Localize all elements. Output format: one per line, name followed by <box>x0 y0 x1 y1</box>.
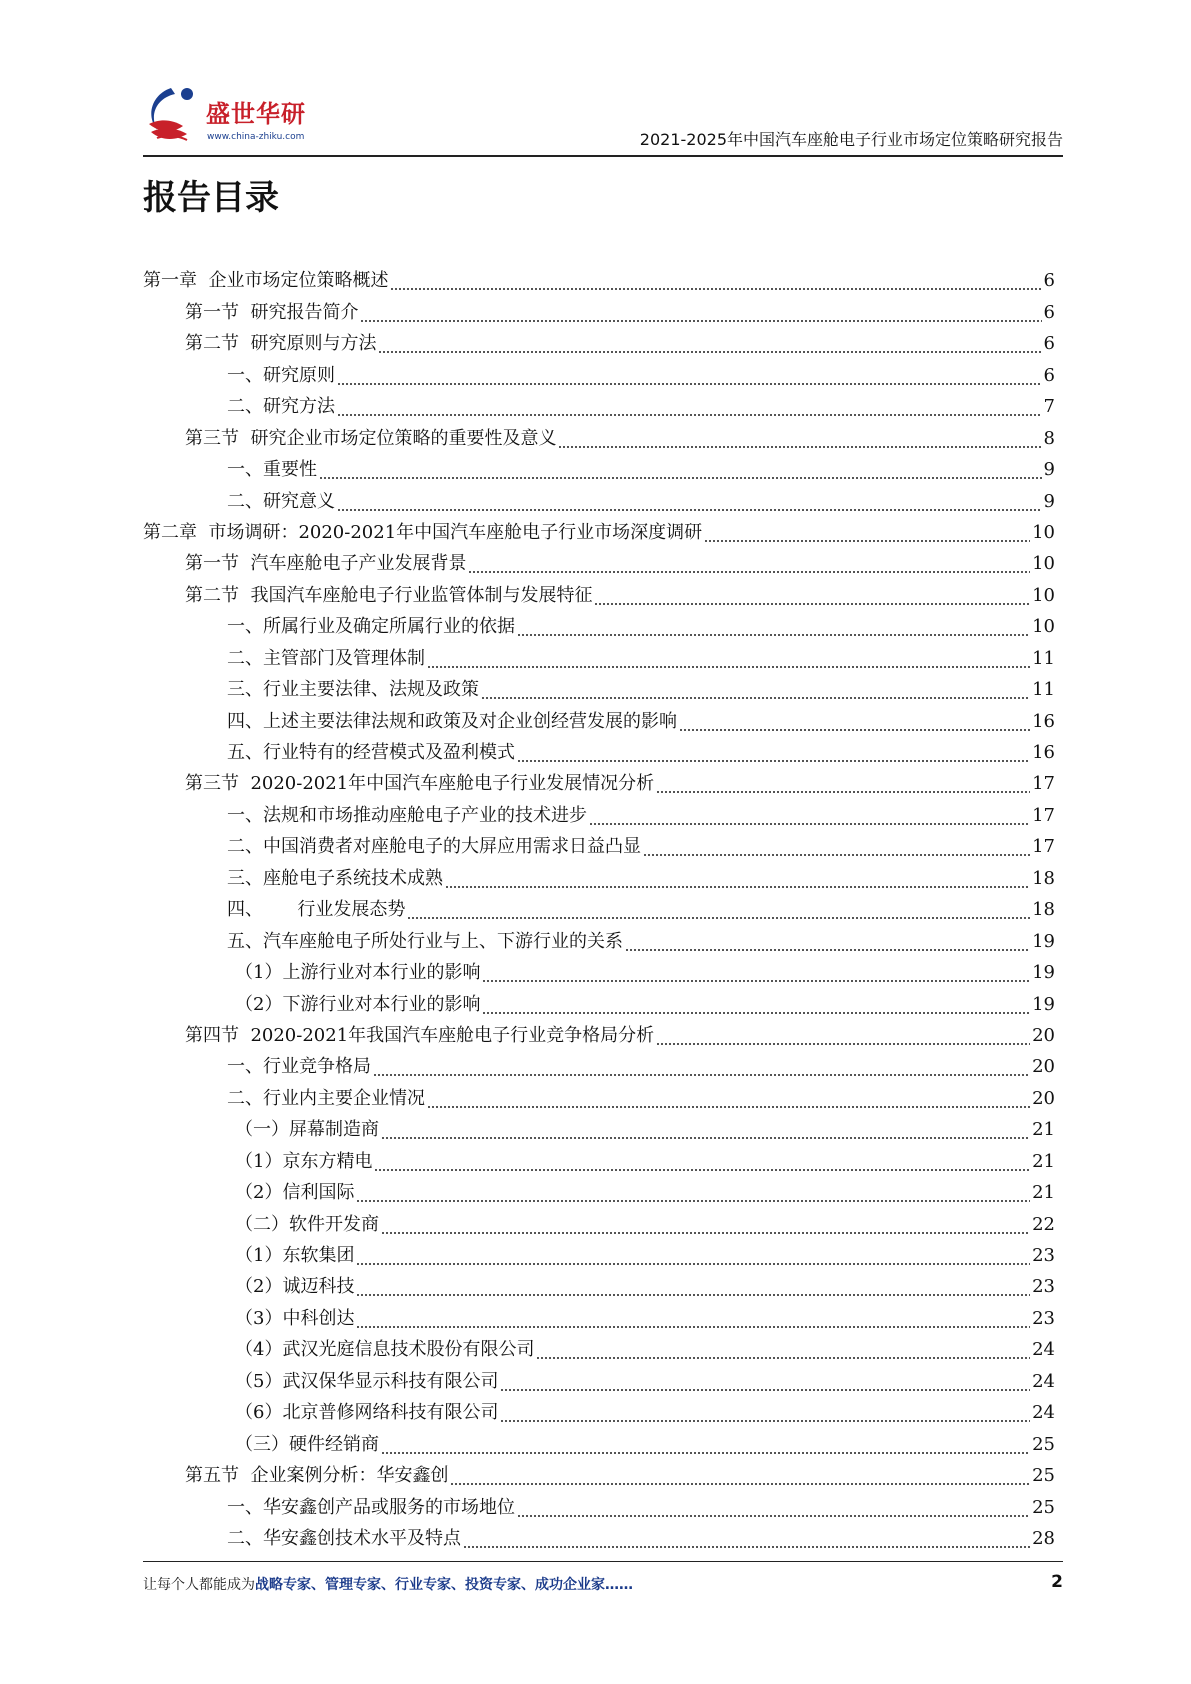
toc-entry-title: 第一章 企业市场定位策略概述 <box>143 270 389 292</box>
toc-dot-leader <box>500 1370 1030 1394</box>
toc-dot-leader <box>381 1433 1030 1457</box>
page-number: 2 <box>1051 1572 1063 1592</box>
toc-entry[interactable] <box>143 1237 1055 1268</box>
toc-dot-leader <box>589 804 1030 828</box>
toc-dot-leader <box>356 1181 1030 1205</box>
toc-entry-page: 9 <box>1043 459 1055 481</box>
toc-dot-leader <box>468 552 1030 576</box>
toc-entry-page: 24 <box>1032 1339 1055 1361</box>
toc-dot-leader <box>679 710 1030 734</box>
logo-url: www.china-zhiku.com <box>207 132 305 142</box>
toc-dot-leader <box>463 1527 1030 1551</box>
toc-entry-title: 第五节 企业案例分析：华安鑫创 <box>185 1465 449 1487</box>
toc-entry-page: 10 <box>1032 616 1055 638</box>
toc-entry-title: 四、 行业发展态势 <box>227 899 406 921</box>
report-title: 2021-2025年中国汽车座舱电子行业市场定位策略研究报告 <box>639 130 1063 149</box>
toc-entry-title: 第三节 2020-2021年中国汽车座舱电子行业发展情况分析 <box>185 773 655 795</box>
toc-dot-leader <box>319 458 1042 482</box>
toc-dot-leader <box>481 678 1030 702</box>
toc-entry[interactable] <box>143 954 1055 985</box>
toc-entry-title: （3）中科创达 <box>235 1307 355 1329</box>
toc-dot-leader <box>378 332 1041 356</box>
toc-dot-leader <box>407 898 1030 922</box>
toc-entry-page: 10 <box>1032 521 1055 543</box>
toc-dot-leader <box>356 1275 1030 1299</box>
toc-entry-title: 第二节 研究原则与方法 <box>185 333 377 355</box>
toc-entry-page: 17 <box>1032 773 1055 795</box>
toc-entry-title: 二、行业内主要企业情况 <box>227 1087 425 1109</box>
toc-dot-leader <box>337 395 1042 419</box>
toc-entry[interactable] <box>143 1268 1055 1299</box>
toc-dot-leader <box>558 427 1041 451</box>
toc-entry-page: 21 <box>1032 1150 1055 1172</box>
toc-entry-title: 一、法规和市场推动座舱电子产业的技术进步 <box>227 804 587 826</box>
toc-entry[interactable] <box>143 1079 1055 1110</box>
toc-entry-page: 11 <box>1032 647 1055 669</box>
toc-entry[interactable] <box>143 1362 1055 1393</box>
toc-entry[interactable] <box>143 545 1055 576</box>
toc-entry[interactable] <box>143 1017 1055 1048</box>
toc-entry[interactable] <box>143 1205 1055 1236</box>
toc-entry-title: 二、研究方法 <box>227 396 335 418</box>
toc-entry-title: 三、座舱电子系统技术成熟 <box>227 867 443 889</box>
toc-entry-title: 二、研究意义 <box>227 490 335 512</box>
toc-entry[interactable] <box>143 702 1055 733</box>
toc-entry-title: （2）诚迈科技 <box>235 1276 355 1298</box>
toc-dot-leader <box>594 584 1030 608</box>
table-of-contents <box>143 262 1055 1551</box>
toc-dot-leader <box>381 1213 1030 1237</box>
toc-entry-page: 9 <box>1043 490 1055 512</box>
toc-dot-leader <box>427 1087 1030 1111</box>
header-divider <box>143 155 1063 157</box>
toc-dot-leader <box>482 961 1030 985</box>
toc-entry[interactable] <box>143 1425 1055 1456</box>
toc-entry[interactable] <box>143 639 1055 670</box>
toc-entry-page: 17 <box>1032 804 1055 826</box>
toc-entry-page: 19 <box>1032 993 1055 1015</box>
toc-dot-leader <box>390 269 1041 293</box>
toc-entry-title: 四、上述主要法律法规和政策及对企业创经营发展的影响 <box>227 710 677 732</box>
toc-entry-title: 第二节 我国汽车座舱电子行业监管体制与发展特征 <box>185 584 593 606</box>
logo-text: 盛世华研 <box>206 100 306 128</box>
toc-entry-page: 10 <box>1032 584 1055 606</box>
toc-entry-title: 第一节 汽车座舱电子产业发展背景 <box>185 553 467 575</box>
toc-entry[interactable] <box>143 482 1055 513</box>
toc-entry-page: 24 <box>1032 1370 1055 1392</box>
toc-entry-title: 三、行业主要法律、法规及政策 <box>227 679 479 701</box>
toc-dot-leader <box>482 993 1030 1017</box>
toc-entry-page: 23 <box>1032 1245 1055 1266</box>
toc-entry[interactable] <box>143 1299 1055 1330</box>
toc-entry-page: 6 <box>1043 364 1055 386</box>
toc-entry[interactable] <box>143 356 1055 387</box>
toc-entry-page: 21 <box>1032 1119 1055 1141</box>
toc-entry-page: 16 <box>1032 742 1055 763</box>
toc-dot-leader <box>643 835 1030 859</box>
toc-entry-title: （1）上游行业对本行业的影响 <box>235 962 481 984</box>
toc-dot-leader <box>656 1024 1030 1048</box>
toc-entry-page: 25 <box>1032 1496 1055 1518</box>
toc-dot-leader <box>536 1338 1030 1362</box>
toc-entry-title: 五、汽车座舱电子所处行业与上、下游行业的关系 <box>227 930 623 952</box>
footer-slogan-emphasis: 战略专家、管理专家、行业专家、投资专家、成功企业家…… <box>255 1577 633 1593</box>
toc-entry-title: 一、所属行业及确定所属行业的依据 <box>227 616 515 638</box>
toc-entry-page: 20 <box>1032 1056 1055 1078</box>
toc-entry[interactable] <box>143 985 1055 1016</box>
toc-entry-title: （4）武汉光庭信息技术股份有限公司 <box>235 1339 535 1361</box>
toc-entry-page: 7 <box>1043 396 1055 418</box>
toc-entry-title: 二、华安鑫创技术水平及特点 <box>227 1527 461 1549</box>
toc-entry-title: （2）信利国际 <box>235 1182 355 1204</box>
footer-slogan <box>143 1574 633 1594</box>
toc-dot-leader <box>374 1150 1030 1174</box>
toc-dot-leader <box>337 490 1042 514</box>
toc-entry-title: 一、研究原则 <box>227 364 335 386</box>
toc-entry-title: （三）硬件经销商 <box>235 1433 379 1455</box>
toc-entry-page: 20 <box>1032 1087 1055 1109</box>
toc-entry-title: 第一节 研究报告简介 <box>185 301 359 323</box>
toc-dot-leader <box>360 301 1041 325</box>
toc-entry-page: 6 <box>1043 270 1055 292</box>
toc-dot-leader <box>656 772 1030 796</box>
toc-entry-page: 17 <box>1032 836 1055 858</box>
toc-entry[interactable] <box>143 1331 1055 1362</box>
toc-entry-page: 10 <box>1032 553 1055 575</box>
toc-entry-title: 一、重要性 <box>227 459 317 481</box>
toc-entry[interactable] <box>143 262 1055 293</box>
toc-entry-page: 20 <box>1032 1024 1055 1046</box>
toc-entry-title: （1）东软集团 <box>235 1245 355 1266</box>
toc-entry[interactable] <box>143 451 1055 482</box>
toc-dot-leader <box>427 647 1030 671</box>
toc-dot-leader <box>445 867 1030 891</box>
toc-dot-leader <box>381 1118 1030 1142</box>
toc-entry-page: 21 <box>1032 1182 1055 1204</box>
toc-entry[interactable] <box>143 325 1055 356</box>
toc-entry-title: 第二章 市场调研：2020-2021年中国汽车座舱电子行业市场深度调研 <box>143 521 703 543</box>
toc-entry[interactable] <box>143 891 1055 922</box>
toc-entry-page: 8 <box>1043 427 1055 449</box>
toc-dot-leader <box>356 1307 1030 1331</box>
toc-entry[interactable] <box>143 1142 1055 1173</box>
toc-dot-leader <box>500 1401 1030 1425</box>
toc-dot-leader <box>337 364 1042 388</box>
page-title: 报告目录 <box>143 178 279 218</box>
toc-dot-leader <box>704 521 1030 545</box>
toc-dot-leader <box>517 741 1030 765</box>
toc-entry[interactable] <box>143 1520 1055 1551</box>
toc-dot-leader <box>373 1055 1030 1079</box>
toc-entry[interactable] <box>143 576 1055 607</box>
toc-entry[interactable] <box>143 293 1055 324</box>
toc-entry-title: （1）京东方精电 <box>235 1150 373 1172</box>
toc-entry[interactable] <box>143 796 1055 827</box>
toc-entry[interactable] <box>143 608 1055 639</box>
footer-slogan-prefix: 让每个人都能成为 <box>143 1577 255 1593</box>
toc-entry[interactable] <box>143 1457 1055 1488</box>
toc-entry[interactable] <box>143 765 1055 796</box>
toc-entry[interactable] <box>143 514 1055 545</box>
toc-entry-page: 6 <box>1043 333 1055 355</box>
toc-entry-page: 18 <box>1032 867 1055 889</box>
toc-entry[interactable] <box>143 828 1055 859</box>
toc-entry-title: （5）武汉保华显示科技有限公司 <box>235 1370 499 1392</box>
toc-dot-leader <box>517 615 1030 639</box>
toc-entry[interactable] <box>143 734 1055 765</box>
toc-entry-title: 第四节 2020-2021年我国汽车座舱电子行业竞争格局分析 <box>185 1024 655 1046</box>
toc-entry-title: 一、华安鑫创产品或服务的市场地位 <box>227 1496 515 1518</box>
toc-entry[interactable] <box>143 1111 1055 1142</box>
toc-entry-title: 第三节 研究企业市场定位策略的重要性及意义 <box>185 427 557 449</box>
toc-dot-leader <box>450 1464 1030 1488</box>
toc-entry-title: 二、主管部门及管理体制 <box>227 647 425 669</box>
toc-entry-title: （2）下游行业对本行业的影响 <box>235 993 481 1015</box>
toc-entry-title: 五、行业特有的经营模式及盈利模式 <box>227 742 515 763</box>
toc-entry-page: 16 <box>1032 710 1055 732</box>
toc-entry-page: 22 <box>1032 1213 1055 1235</box>
toc-entry-title: 二、中国消费者对座舱电子的大屏应用需求日益凸显 <box>227 836 641 858</box>
toc-entry[interactable] <box>143 1174 1055 1205</box>
toc-dot-leader <box>625 930 1030 954</box>
toc-entry[interactable] <box>143 922 1055 953</box>
toc-entry-page: 25 <box>1032 1433 1055 1455</box>
toc-entry[interactable] <box>143 1048 1055 1079</box>
toc-entry-page: 6 <box>1043 301 1055 323</box>
toc-entry-page: 18 <box>1032 899 1055 921</box>
footer-divider <box>143 1561 1063 1562</box>
toc-entry[interactable] <box>143 1394 1055 1425</box>
toc-entry-page: 24 <box>1032 1402 1055 1424</box>
toc-entry-page: 25 <box>1032 1465 1055 1487</box>
toc-entry-page: 23 <box>1032 1276 1055 1298</box>
toc-entry[interactable] <box>143 1488 1055 1519</box>
toc-entry-title: （6）北京普修网络科技有限公司 <box>235 1402 499 1424</box>
toc-entry-page: 19 <box>1032 930 1055 952</box>
toc-entry[interactable] <box>143 859 1055 890</box>
toc-entry[interactable] <box>143 388 1055 419</box>
toc-entry-title: （二）软件开发商 <box>235 1213 379 1235</box>
toc-entry[interactable] <box>143 419 1055 450</box>
toc-entry-title: 一、行业竞争格局 <box>227 1056 371 1078</box>
toc-entry[interactable] <box>143 671 1055 702</box>
toc-entry-page: 19 <box>1032 962 1055 984</box>
toc-entry-title: （一）屏幕制造商 <box>235 1119 379 1141</box>
toc-entry-page: 28 <box>1032 1527 1055 1549</box>
toc-entry-page: 11 <box>1032 679 1055 701</box>
toc-dot-leader <box>356 1244 1030 1268</box>
toc-entry-page: 23 <box>1032 1307 1055 1329</box>
toc-dot-leader <box>517 1496 1030 1520</box>
